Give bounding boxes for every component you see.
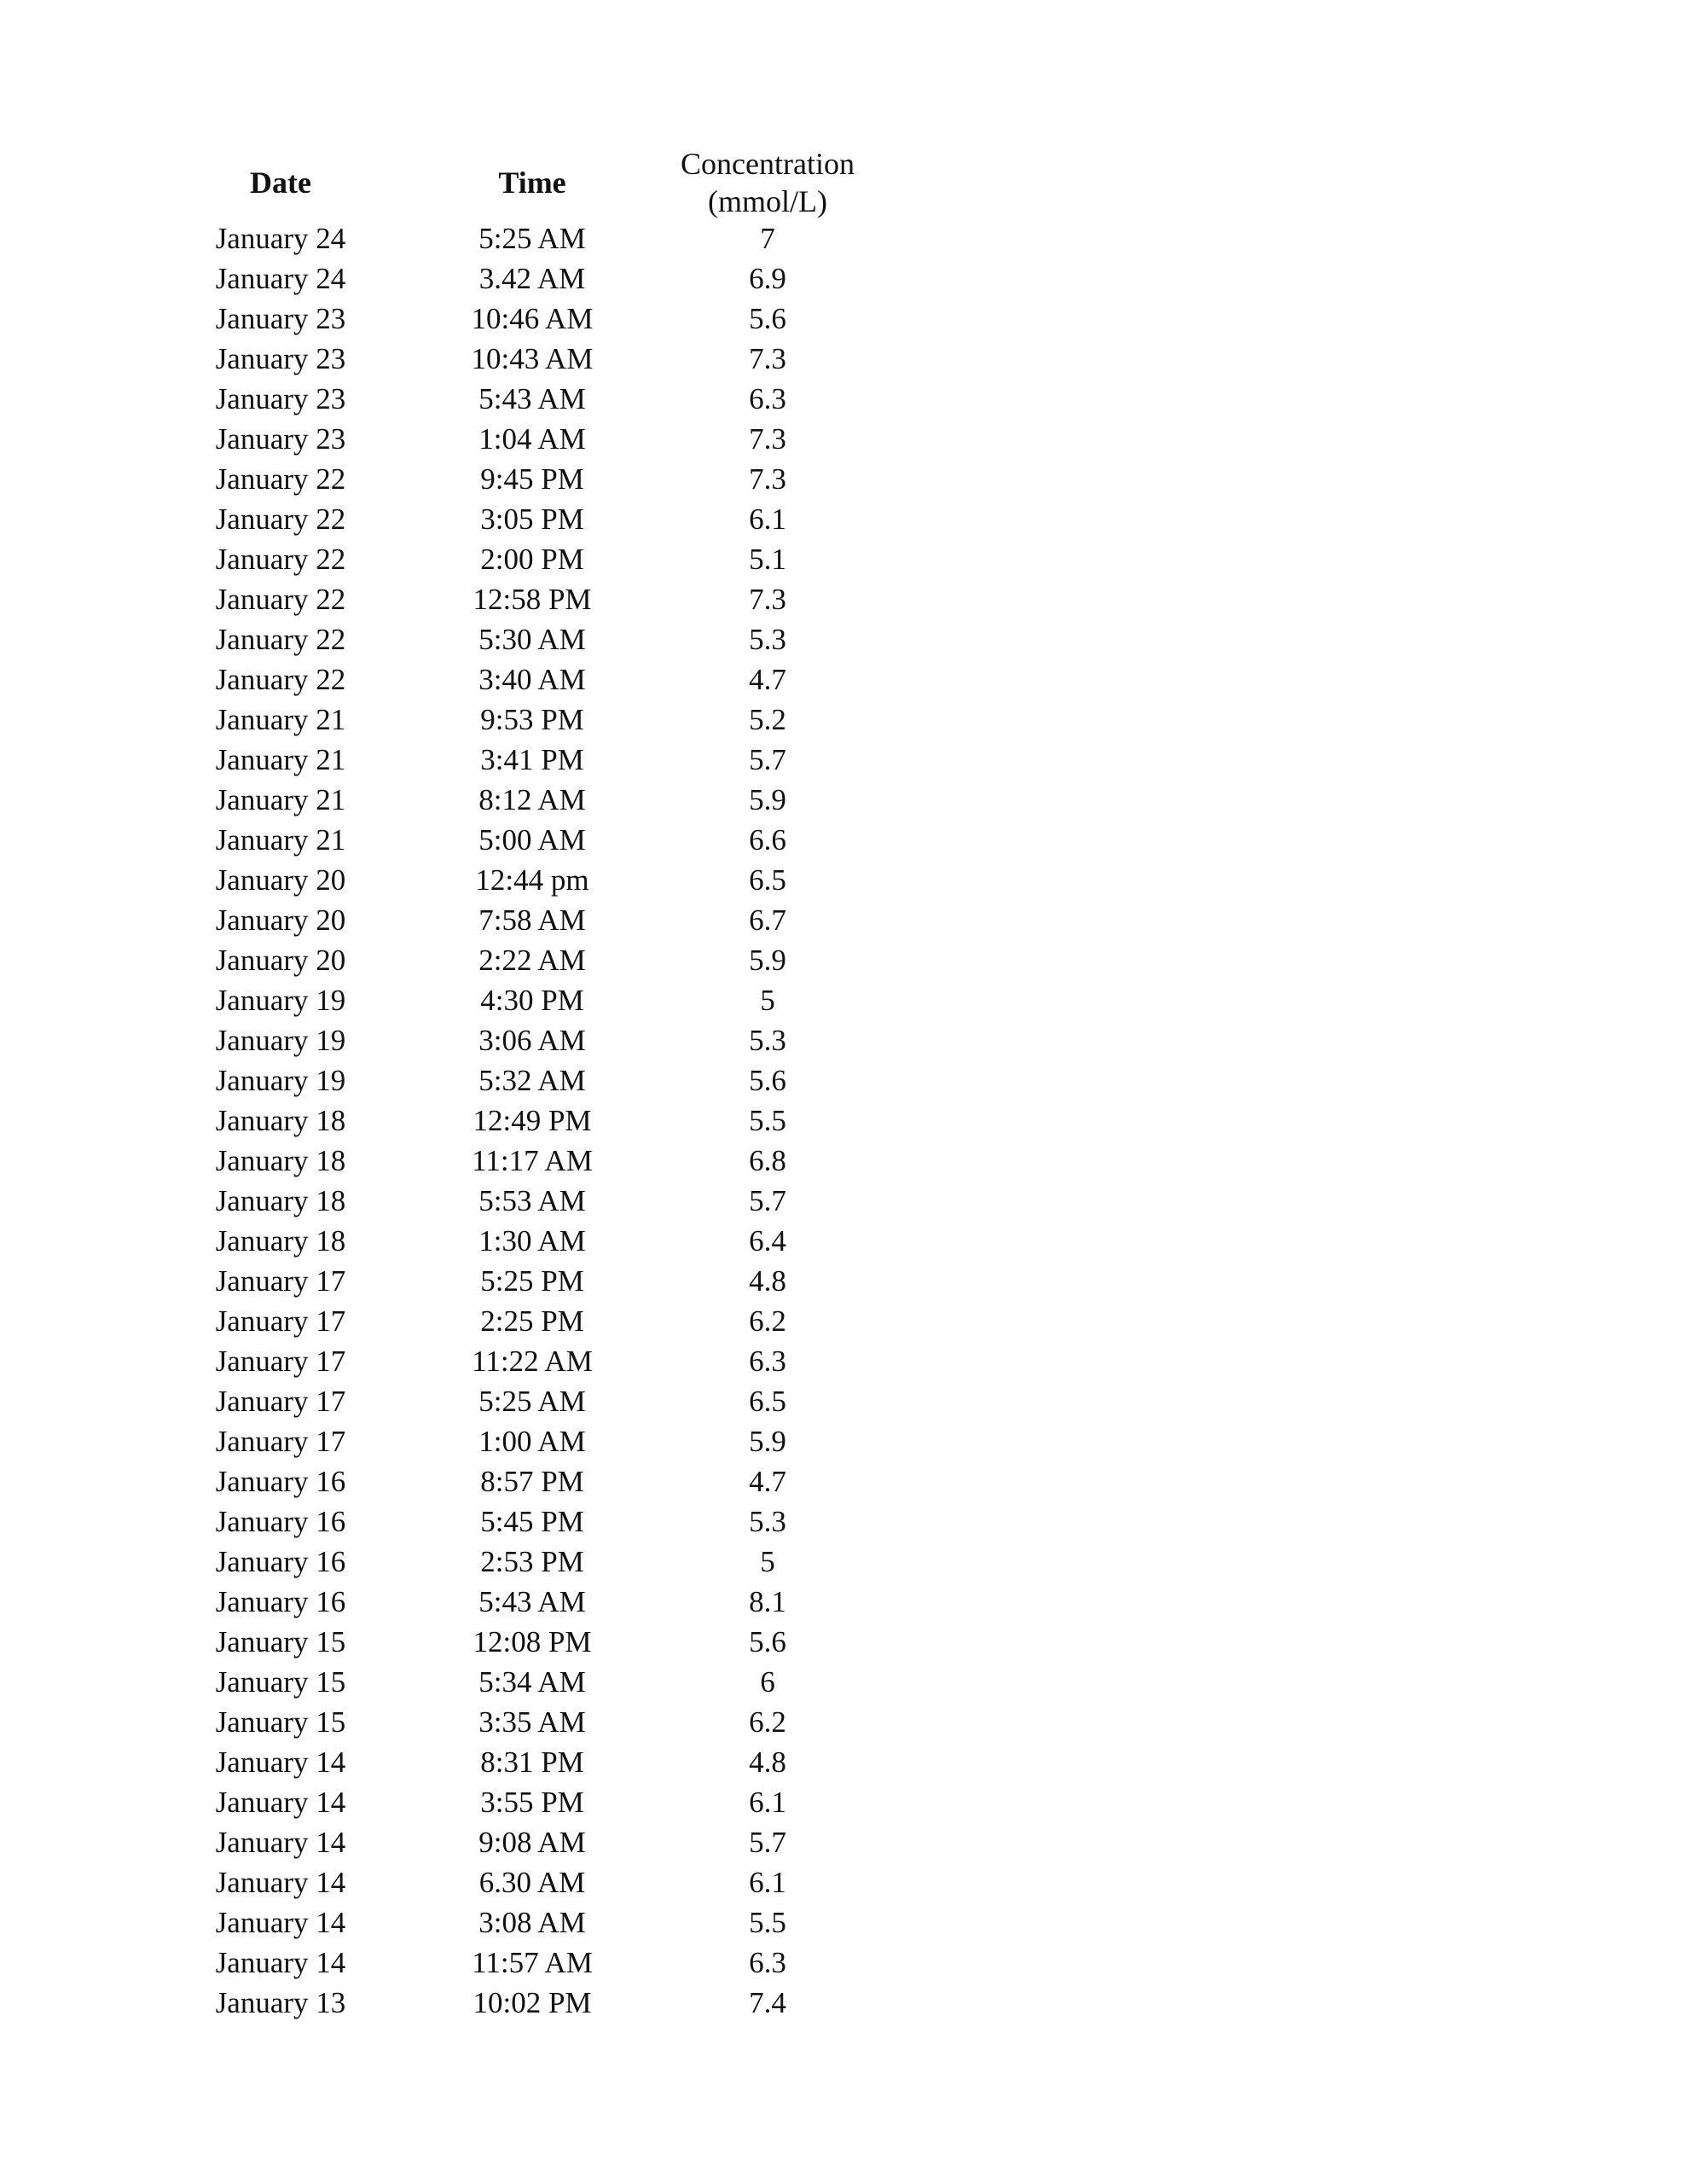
table-row: [0, 1862, 1687, 1902]
concentration-cell: 6.6: [749, 823, 786, 857]
concentration-cell: 4.7: [749, 1465, 786, 1498]
date-cell: January 14: [215, 1906, 346, 1939]
concentration-cell: 6.1: [749, 1866, 786, 1899]
date-cell: January 21: [215, 703, 346, 736]
date-cell: January 23: [215, 382, 346, 415]
table-row: [0, 900, 1687, 940]
date-cell: January 24: [215, 262, 346, 295]
time-cell: 5:30 AM: [478, 623, 586, 656]
concentration-cell: 5.7: [749, 743, 786, 776]
table-row: [0, 258, 1687, 299]
time-cell: 5:25 AM: [478, 222, 586, 255]
date-cell: January 16: [215, 1545, 346, 1578]
table-row: [0, 659, 1687, 700]
date-cell: January 14: [215, 1826, 346, 1859]
table-row: [0, 1381, 1687, 1421]
concentration-cell: 6.7: [749, 903, 786, 937]
time-cell: 3:55 PM: [480, 1786, 584, 1819]
date-cell: January 22: [215, 583, 346, 616]
time-cell: 11:57 AM: [472, 1946, 593, 1979]
time-cell: 9:45 PM: [480, 462, 584, 496]
date-cell: January 24: [215, 222, 346, 255]
concentration-cell: 5.9: [749, 1425, 786, 1458]
concentration-cell: 5.9: [749, 783, 786, 816]
table-row: [0, 1702, 1687, 1742]
table-row: [0, 1181, 1687, 1221]
date-cell: January 17: [215, 1304, 346, 1338]
date-cell: January 20: [215, 903, 346, 937]
time-cell: 3:35 AM: [478, 1705, 586, 1739]
table-row: [0, 1261, 1687, 1301]
table-body: [0, 218, 1687, 2023]
table-row: [0, 1782, 1687, 1822]
time-cell: 3:08 AM: [478, 1906, 586, 1939]
date-cell: January 23: [215, 422, 346, 456]
table-row: [0, 1301, 1687, 1341]
concentration-cell: 6.3: [749, 1345, 786, 1378]
date-cell: January 23: [215, 342, 346, 375]
concentration-header-line2: (mmol/L): [708, 184, 827, 218]
table-row: [0, 1020, 1687, 1060]
date-cell: January 23: [215, 302, 346, 335]
date-cell: January 22: [215, 543, 346, 576]
concentration-cell: 7.3: [749, 583, 786, 616]
date-cell: January 18: [215, 1104, 346, 1137]
time-cell: 2:22 AM: [478, 944, 586, 977]
concentration-cell: 5.6: [749, 1625, 786, 1658]
concentration-cell: 6.1: [749, 502, 786, 536]
table-header: [0, 142, 1687, 224]
time-cell: 12:08 PM: [472, 1625, 592, 1658]
time-cell: 12:49 PM: [472, 1104, 592, 1137]
date-cell: January 22: [215, 462, 346, 496]
concentration-cell: 6.3: [749, 382, 786, 415]
date-cell: January 16: [215, 1465, 346, 1498]
time-cell: 8:57 PM: [480, 1465, 584, 1498]
concentration-header-line1: Concentration: [681, 147, 855, 181]
time-cell: 5:34 AM: [478, 1665, 586, 1699]
concentration-cell: 6.9: [749, 262, 786, 295]
table-row: [0, 379, 1687, 419]
table-row: [0, 1943, 1687, 1983]
time-cell: 6.30 AM: [478, 1866, 586, 1899]
time-cell: 5:53 AM: [478, 1184, 586, 1217]
time-cell: 3:41 PM: [480, 743, 584, 776]
table-row: [0, 980, 1687, 1020]
concentration-cell: 6.8: [749, 1144, 786, 1177]
date-cell: January 13: [215, 1986, 346, 2019]
time-cell: 5:43 AM: [478, 1585, 586, 1618]
time-cell: 11:22 AM: [472, 1345, 593, 1378]
time-cell: 8:31 PM: [480, 1745, 584, 1779]
table-row: [0, 218, 1687, 258]
date-cell: January 14: [215, 1745, 346, 1779]
table-row: [0, 1582, 1687, 1622]
date-cell: January 18: [215, 1184, 346, 1217]
table-row: [0, 1060, 1687, 1101]
date-cell: January 17: [215, 1385, 346, 1418]
concentration-cell: 5: [760, 984, 775, 1017]
concentration-cell: 6.4: [749, 1224, 786, 1258]
date-cell: January 14: [215, 1866, 346, 1899]
time-cell: 5:43 AM: [478, 382, 586, 415]
table-row: [0, 1983, 1687, 2023]
table-row: [0, 1622, 1687, 1662]
table-row: [0, 619, 1687, 659]
concentration-cell: 5.1: [749, 543, 786, 576]
table-row: [0, 780, 1687, 820]
time-cell: 5:00 AM: [478, 823, 586, 857]
time-cell: 1:04 AM: [478, 422, 586, 456]
table-row: [0, 1502, 1687, 1542]
time-column-header: Time: [498, 166, 566, 200]
time-cell: 2:25 PM: [480, 1304, 584, 1338]
time-cell: 5:45 PM: [480, 1505, 584, 1538]
date-cell: January 15: [215, 1665, 346, 1699]
table-row: [0, 1221, 1687, 1261]
table-row: [0, 820, 1687, 860]
time-cell: 3:40 AM: [478, 663, 586, 696]
date-cell: January 20: [215, 944, 346, 977]
time-cell: 11:17 AM: [472, 1144, 593, 1177]
time-cell: 2:00 PM: [480, 543, 584, 576]
table-row: [0, 539, 1687, 579]
date-cell: January 17: [215, 1264, 346, 1298]
concentration-cell: 5.7: [749, 1184, 786, 1217]
time-cell: 9:53 PM: [480, 703, 584, 736]
table-row: [0, 339, 1687, 379]
concentration-cell: 7: [760, 222, 775, 255]
concentration-cell: 5.3: [749, 1024, 786, 1057]
concentration-cell: 5: [760, 1545, 775, 1578]
date-cell: January 22: [215, 502, 346, 536]
date-cell: January 19: [215, 984, 346, 1017]
concentration-cell: 5.2: [749, 703, 786, 736]
time-cell: 3.42 AM: [478, 262, 586, 295]
table-row: [0, 1822, 1687, 1862]
date-cell: January 19: [215, 1024, 346, 1057]
time-cell: 8:12 AM: [478, 783, 586, 816]
concentration-cell: 7.3: [749, 462, 786, 496]
date-cell: January 20: [215, 863, 346, 897]
concentration-cell: 5.6: [749, 302, 786, 335]
time-cell: 1:00 AM: [478, 1425, 586, 1458]
time-cell: 12:44 pm: [475, 863, 589, 897]
concentration-cell: 6.5: [749, 1385, 786, 1418]
date-cell: January 14: [215, 1786, 346, 1819]
time-cell: 3:05 PM: [480, 502, 584, 536]
table-row: [0, 1101, 1687, 1141]
date-cell: January 16: [215, 1505, 346, 1538]
concentration-cell: 7.4: [749, 1986, 786, 2019]
concentration-column-header: [648, 145, 887, 220]
time-cell: 4:30 PM: [480, 984, 584, 1017]
concentration-cell: 6.2: [749, 1705, 786, 1739]
time-cell: 7:58 AM: [478, 903, 586, 937]
concentration-cell: 5.5: [749, 1104, 786, 1137]
table-row: [0, 499, 1687, 539]
date-cell: January 15: [215, 1625, 346, 1658]
concentration-cell: 5.7: [749, 1826, 786, 1859]
table-row: [0, 740, 1687, 780]
table-row: [0, 579, 1687, 619]
concentration-cell: 7.3: [749, 342, 786, 375]
concentration-cell: 4.7: [749, 663, 786, 696]
date-cell: January 22: [215, 623, 346, 656]
date-cell: January 21: [215, 743, 346, 776]
time-cell: 5:25 AM: [478, 1385, 586, 1418]
concentration-cell: 5.5: [749, 1906, 786, 1939]
time-cell: 10:43 AM: [471, 342, 594, 375]
time-cell: 5:25 PM: [480, 1264, 584, 1298]
table-row: [0, 299, 1687, 339]
concentration-cell: 4.8: [749, 1745, 786, 1779]
date-cell: January 17: [215, 1345, 346, 1378]
time-cell: 9:08 AM: [478, 1826, 586, 1859]
table-row: [0, 1902, 1687, 1943]
concentration-cell: 5.9: [749, 944, 786, 977]
concentration-cell: 8.1: [749, 1585, 786, 1618]
concentration-cell: 6.3: [749, 1946, 786, 1979]
date-cell: January 18: [215, 1144, 346, 1177]
date-column-header: Date: [250, 166, 311, 200]
time-cell: 10:46 AM: [471, 302, 594, 335]
time-cell: 1:30 AM: [478, 1224, 586, 1258]
concentration-cell: 6: [760, 1665, 775, 1699]
date-cell: January 14: [215, 1946, 346, 1979]
time-cell: 10:02 PM: [472, 1986, 592, 2019]
table-row: [0, 700, 1687, 740]
concentration-cell: 6.1: [749, 1786, 786, 1819]
date-cell: January 15: [215, 1705, 346, 1739]
concentration-cell: 4.8: [749, 1264, 786, 1298]
table-row: [0, 1461, 1687, 1502]
date-cell: January 19: [215, 1064, 346, 1097]
table-row: [0, 860, 1687, 900]
table-row: [0, 419, 1687, 459]
time-cell: 2:53 PM: [480, 1545, 584, 1578]
concentration-cell: 5.3: [749, 623, 786, 656]
table-row: [0, 1341, 1687, 1381]
date-cell: January 21: [215, 823, 346, 857]
date-cell: January 16: [215, 1585, 346, 1618]
table-row: [0, 1742, 1687, 1782]
date-cell: January 18: [215, 1224, 346, 1258]
time-cell: 12:58 PM: [472, 583, 592, 616]
table-row: [0, 1542, 1687, 1582]
table-row: [0, 1141, 1687, 1181]
time-cell: 5:32 AM: [478, 1064, 586, 1097]
table-row: [0, 1421, 1687, 1461]
table-row: [0, 459, 1687, 499]
concentration-cell: 5.3: [749, 1505, 786, 1538]
table-row: [0, 1662, 1687, 1702]
concentration-cell: 5.6: [749, 1064, 786, 1097]
date-cell: January 21: [215, 783, 346, 816]
concentration-cell: 6.5: [749, 863, 786, 897]
time-cell: 3:06 AM: [478, 1024, 586, 1057]
concentration-cell: 6.2: [749, 1304, 786, 1338]
date-cell: January 17: [215, 1425, 346, 1458]
concentration-cell: 7.3: [749, 422, 786, 456]
date-cell: January 22: [215, 663, 346, 696]
table-row: [0, 940, 1687, 980]
